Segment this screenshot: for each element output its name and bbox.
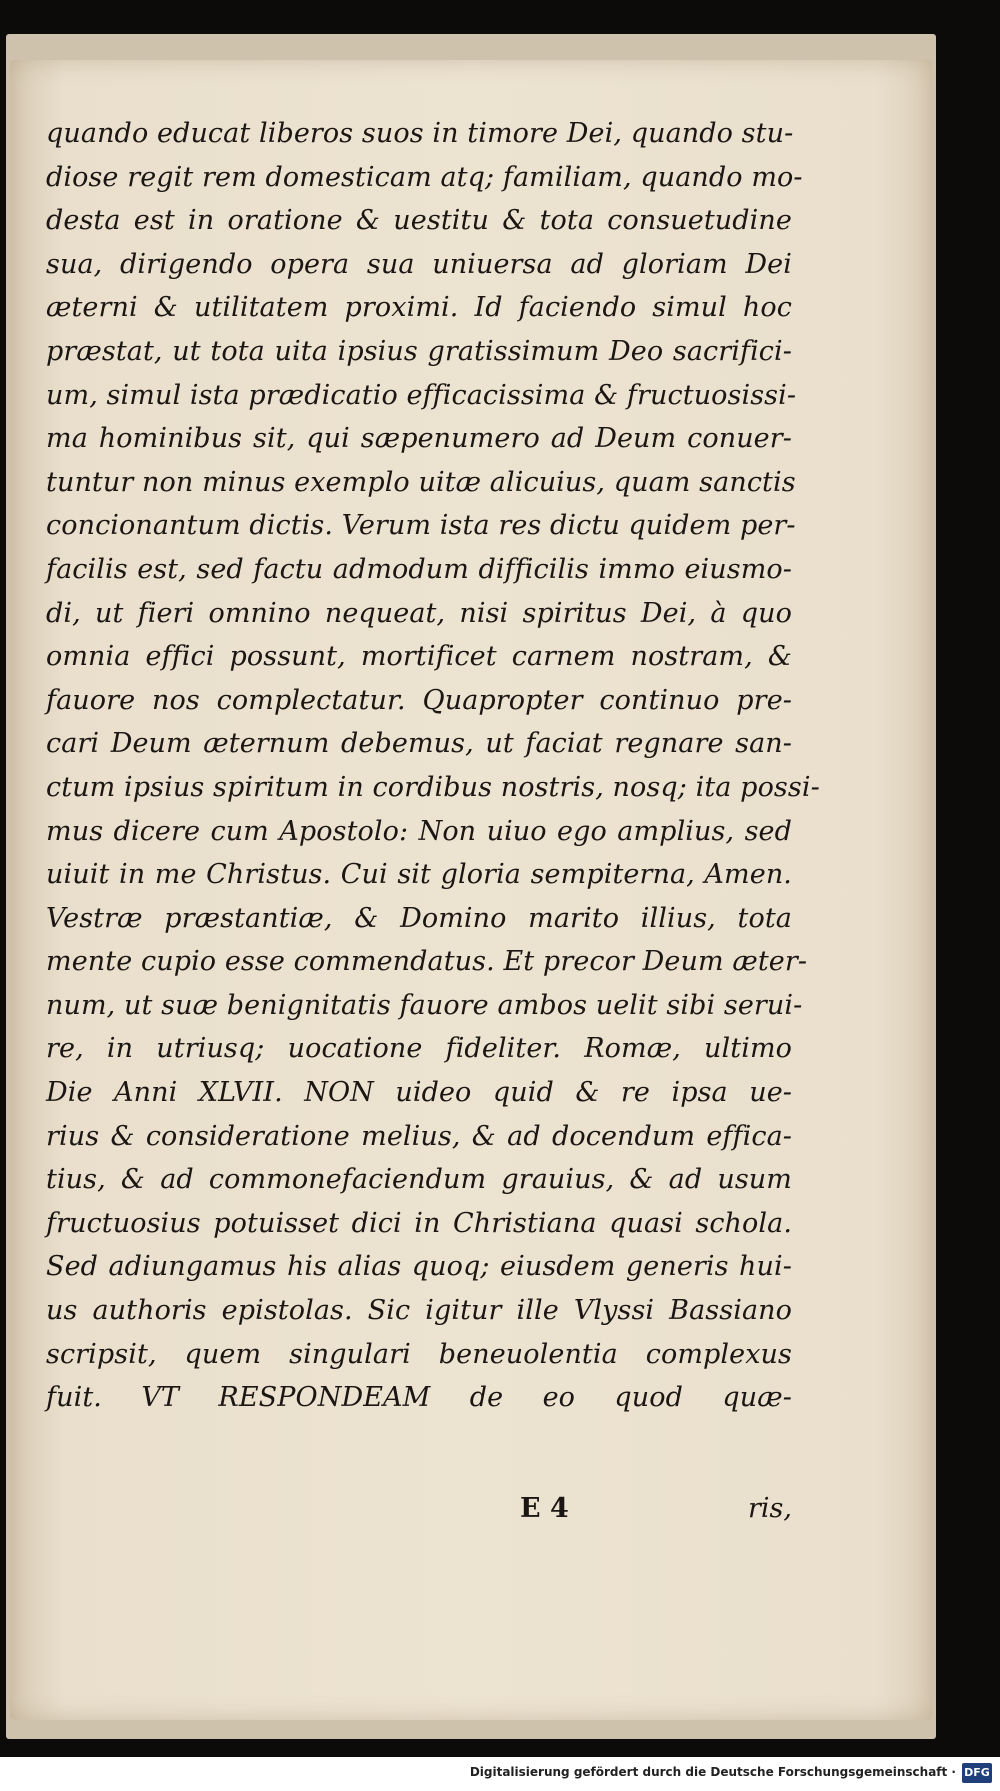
text-line: di, ut fieri omnino nequeat, nisi spiritus Dei, à quo xyxy=(46,597,792,629)
page-footer xyxy=(46,1493,792,1537)
text-line: ma hominibus sit, qui sæpenumero ad Deum conuer- xyxy=(46,423,792,455)
text-line: cari Deum æternum debemus, ut faciat regnare san- xyxy=(46,728,792,760)
credit-bar xyxy=(0,1757,1000,1791)
text-line: desta est in oratione & uestitu & tota consuetudine xyxy=(46,205,792,237)
text-line: fructuosius potuisset dici in Christiana quasi schola. xyxy=(46,1207,792,1239)
text-line: tius, & ad commonefaciendum grauius, & ad usum xyxy=(46,1164,792,1196)
text-line: mus dicere cum Apostolo: Non uiuo ego amplius, sed xyxy=(46,815,792,847)
text-line: sua, dirigendo opera sua uniuersa ad gloriam Dei xyxy=(46,248,792,280)
text-line: Vestræ præstantiæ, & Domino marito illius, tota xyxy=(46,902,792,934)
text-line: omnia effici possunt, mortificet carnem nostram, & xyxy=(46,641,792,673)
text-line: num, ut suæ benignitatis fauore ambos uelit sibi serui- xyxy=(46,989,803,1021)
text-line: concionantum dictis. Verum ista res dictu quidem per- xyxy=(46,510,796,542)
text-line: fauore nos complectatur. Quapropter continuo pre- xyxy=(46,684,792,716)
catchword: ris, xyxy=(748,1493,792,1524)
text-line: mente cupio esse commendatus. Et precor Deum æter- xyxy=(46,946,808,978)
text-line: um, simul ista prædicatio efficacissima & fructuosissi- xyxy=(46,379,797,411)
text-line: fuit. VT RESPONDEAM de eo quod quæ- xyxy=(46,1382,792,1414)
text-line: æterni & utilitatem proximi. Id faciendo simul hoc xyxy=(46,292,792,324)
text-line: rius & consideratione melius, & ad docendum effica- xyxy=(46,1120,792,1152)
text-line: facilis est, sed factu admodum difficilis immo eiusmo- xyxy=(46,553,792,585)
text-line: uiuit in me Christus. Cui sit gloria sempiterna, Amen. xyxy=(46,859,792,891)
text-line: us authoris epistolas. Sic igitur ille Vlyssi Bassiano xyxy=(46,1295,792,1327)
text-line: tuntur non minus exemplo uitæ alicuius, quam sanctis xyxy=(46,466,796,498)
text-line: Die Anni XLVII. NON uideo quid & re ipsa ue- xyxy=(46,1077,792,1109)
text-line: scripsit, quem singulari beneuolentia complexus xyxy=(46,1338,792,1370)
text-line: ctum ipsius spiritum in cordibus nostris, nosq; ita possi- xyxy=(46,771,820,803)
body-text xyxy=(46,112,820,1420)
text-line: præstat, ut tota uita ipsius gratissimum Deo sacrifici- xyxy=(46,335,792,367)
signature-mark: E 4 xyxy=(520,1493,569,1524)
funding-credit: Digitalisierung gefördert durch die Deutsche Forschungsgemeinschaft · xyxy=(469,1765,956,1779)
dfg-logo-icon: DFG xyxy=(962,1763,992,1783)
text-line: quando educat liberos suos in timore Dei, quando stu- xyxy=(46,118,794,149)
text-line: re, in utriusq; uocatione fideliter. Romæ, ultimo xyxy=(46,1033,792,1065)
text-line: Sed adiungamus his alias quoq; eiusdem generis hui- xyxy=(46,1251,792,1283)
text-line: diose regit rem domesticam atq; familiam, quando mo- xyxy=(46,161,803,193)
